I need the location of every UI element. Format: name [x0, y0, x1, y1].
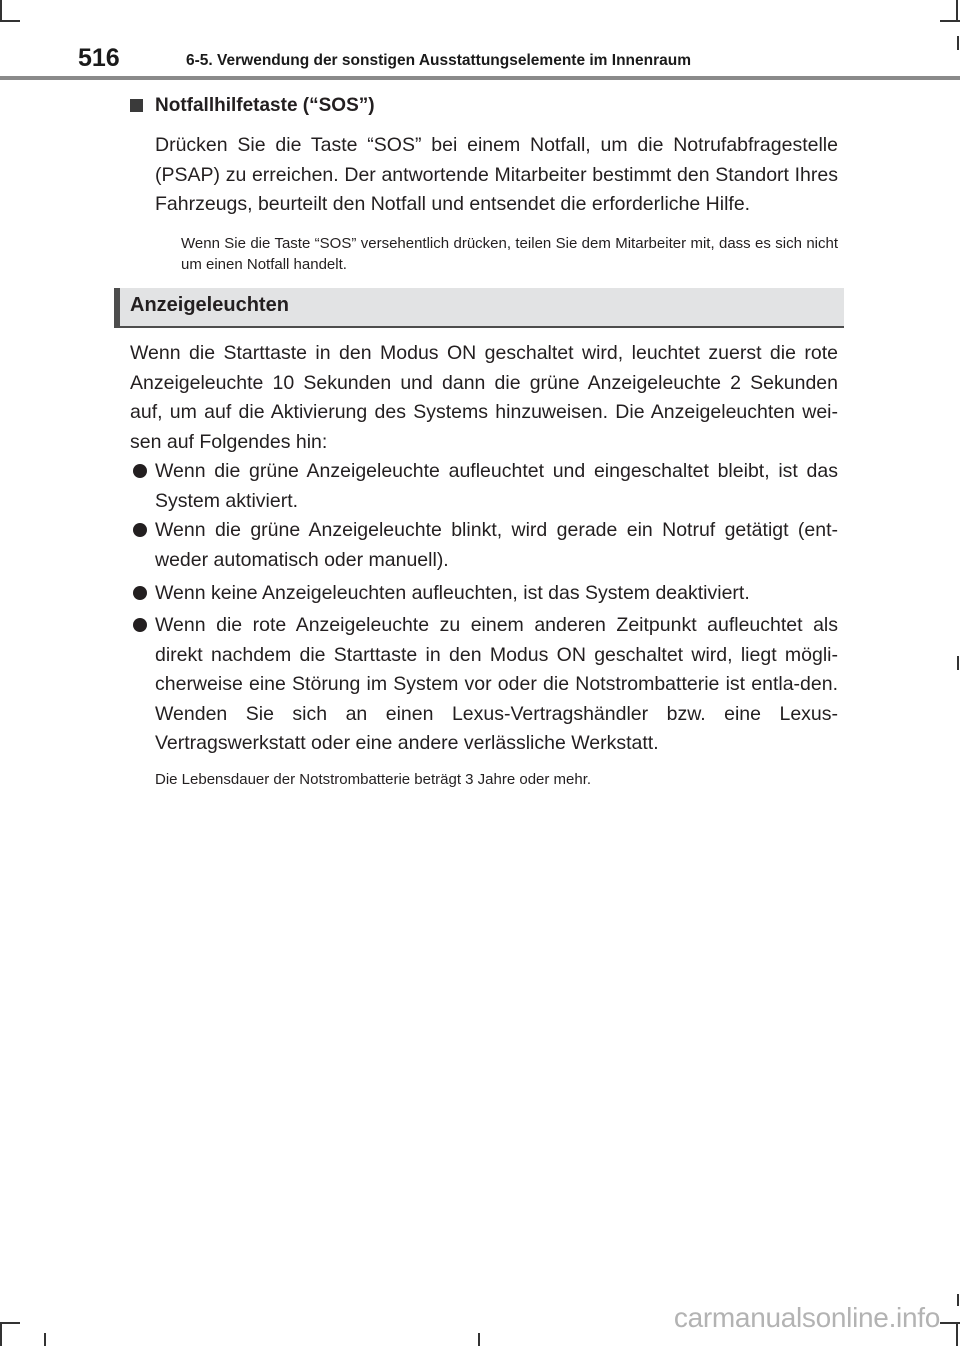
list-item: Wenn keine Anzeigeleuchten aufleuchten, ist das System deaktiviert.	[155, 582, 750, 604]
chapter-title: 6-5. Verwendung der sonstigen Ausstattungselemente im Innenraum	[186, 52, 691, 69]
list-item: Wenn die rote Anzeigeleuchte zu einem anderen Zeitpunkt aufleuchtet als direkt nachdem die Starttaste in den Modus ON geschaltet wird, liegt mögli-cherweise eine Störung im System vor oder die Notstrombatterie ist entla-den. Wenden Sie sich an einen Lexus-Vertragshändler bzw. eine Lexus-Vertragswerkstatt oder eine andere verlässliche Werkstatt.	[155, 614, 838, 754]
bullet-icon	[133, 586, 147, 600]
section-accent	[114, 288, 120, 326]
list-item: Wenn die grüne Anzeigeleuchte aufleuchtet und eingeschaltet bleibt, ist das System aktiviert.	[155, 460, 838, 512]
bullet-icon	[133, 523, 147, 537]
indicator-intro: Wenn die Starttaste in den Modus ON geschaltet wird, leuchtet zuerst die rote Anzeigeleuchte 10 Sekunden und dann die grüne Anzeigeleuchte 2 Sekunden auf, um auf die Aktivierung des Systems hinzuweisen. Die Anzeigeleuchten wei-sen auf Folgendes hin:	[130, 342, 838, 453]
sos-heading	[130, 95, 375, 117]
battery-note: Die Lebensdauer der Notstrombatterie beträgt 3 Jahre oder mehr.	[155, 771, 592, 788]
sos-paragraph: Drücken Sie die Taste “SOS” bei einem Notfall, um die Notrufabfragestelle (PSAP) zu erreichen. Der antwortende Mitarbeiter bestimmt den Standort Ihres Fahrzeugs, beurteilt den Notfall und entsendet die erforderliche Hilfe.	[155, 134, 838, 215]
bullet-icon	[133, 618, 147, 632]
watermark-text: carmanualsonline.info	[673, 1302, 940, 1333]
sos-heading-text: Notfallhilfetaste (“SOS”)	[155, 95, 375, 116]
bullet-icon	[133, 464, 147, 478]
header-divider	[0, 76, 960, 80]
square-bullet-icon	[130, 99, 143, 112]
section-title: Anzeigeleuchten	[130, 294, 289, 316]
sos-note: Wenn Sie die Taste “SOS” versehentlich drücken, teilen Sie dem Mitarbeiter mit, dass es sich nicht um einen Notfall handelt.	[181, 235, 838, 273]
list-item: Wenn die grüne Anzeigeleuchte blinkt, wird gerade ein Notruf getätigt (ent-weder automatisch oder manuell).	[155, 519, 838, 571]
page-number: 516	[78, 44, 120, 72]
section-header	[114, 288, 844, 328]
